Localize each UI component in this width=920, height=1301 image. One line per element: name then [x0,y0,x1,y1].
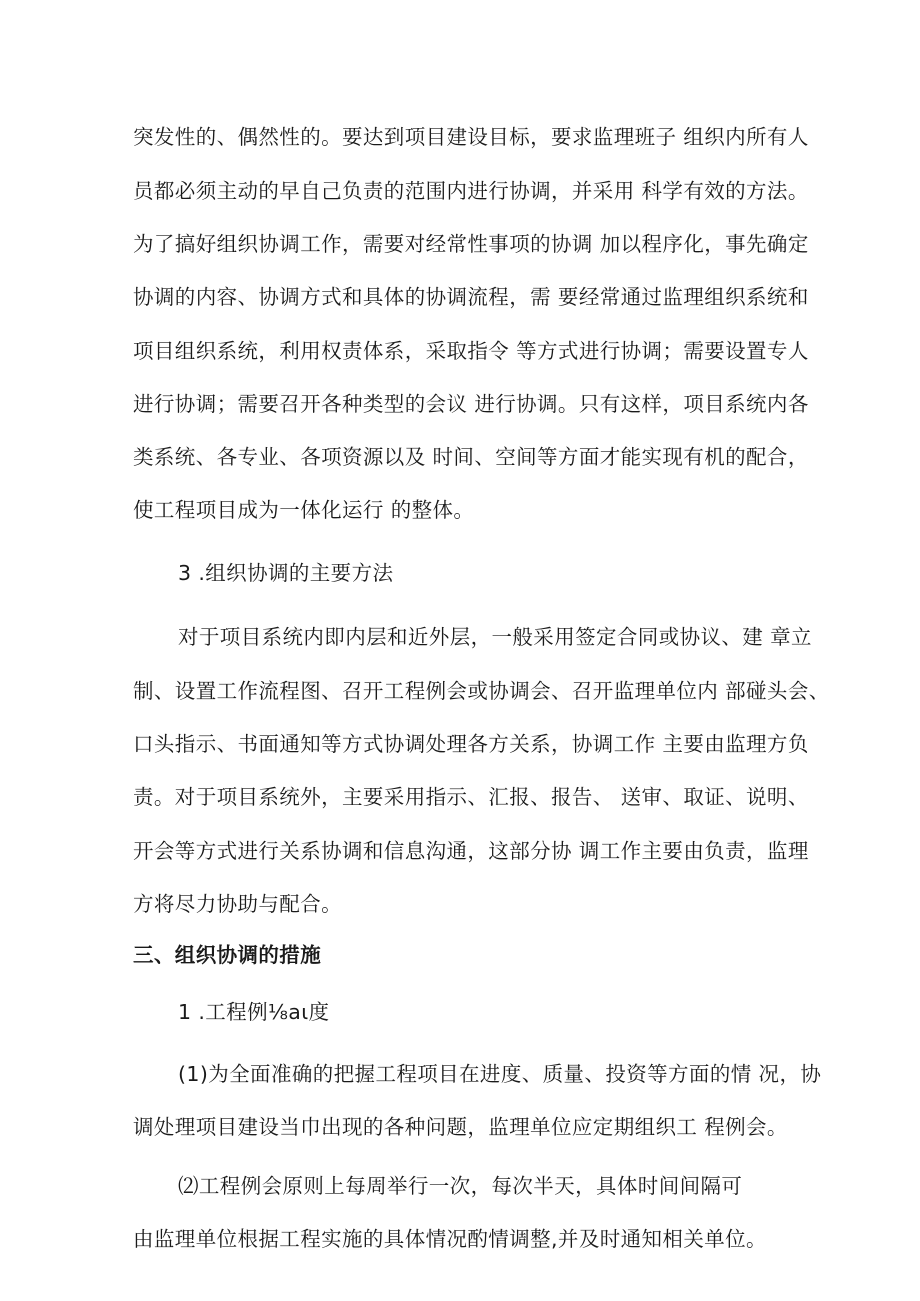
paragraph-1-line-8: 使工程项目成为一体化运行 的整体。 [133,498,475,522]
section-heading-3: 三、组织协调的措施 [133,943,322,967]
paragraph-3-line-2: 调处理项目建设当巾出现的各种问题，监理单位应定期组织工 程例会。 [133,1115,788,1139]
paragraph-4-line-1: ⑵工程例会原则上每周举行一次，每次半天，具体时间间隔可 [178,1174,743,1198]
paragraph-2-line-2: 制、设置工作流程图、召开工程例会或协调会、召开监理单位内 部碰头会、 [133,679,830,703]
paragraph-1-line-3: 为了搞好组织协调工作，需要对经常性事项的协调 加以程序化，事先确定 [133,232,809,256]
paragraph-1-line-1: 突发性的、偶然性的。要达到项目建设目标，要求监理班子 组织内所有人 [133,125,809,149]
paragraph-3-line-1: (1)为全面准确的把握工程项目在进度、质量、投资等方面的情 况，协 [178,1062,822,1086]
paragraph-2-line-1: 对于项目系统内即内层和近外层，一般采用签定合同或协议、建 章立 [178,625,812,649]
paragraph-2-line-3: 口头指示、书面通知等方式协调处理各方关系，协调工作 主要由监理方负 [133,732,809,756]
paragraph-2-line-6: 方将尽力协助与配合。 [133,892,342,916]
paragraph-2-line-5: 开会等方式进行关系协调和信息沟通，这部分协 调工作主要由负责，监理 [133,839,809,863]
paragraph-1-line-7: 类系统、各专业、各项资源以及 时间、空间等方面才能实现有机的配合， [133,445,809,469]
paragraph-4-line-2: 由监理单位根据工程实施的具体情况酌情调整,并及时通知相关单位。 [133,1227,767,1251]
paragraph-1-line-4: 协调的内容、协调方式和具体的协调流程，需 要经常通过监理组织系统和 [133,285,809,309]
paragraph-1-line-5: 项目组织系统，利用权责体系，采取指令 等方式进行协调；需要设置专人 [133,339,809,363]
subsection-heading-3: 3 .组织协调的主要方法 [178,561,394,585]
paragraph-1-line-2: 员都必须主动的早自己负责的范围内进行协调，并采用 科学有效的方法。 [133,179,809,203]
subsection-heading-1: 1 .工程例⅛aι度 [178,1000,330,1024]
paragraph-1-line-6: 进行协调；需要召开各种类型的会议 进行协调。只有这样，项目系统内各 [133,392,809,416]
paragraph-2-line-4: 责。对于项目系统外，主要采用指示、汇报、报告、 送审、取证、说明、 [133,785,809,809]
